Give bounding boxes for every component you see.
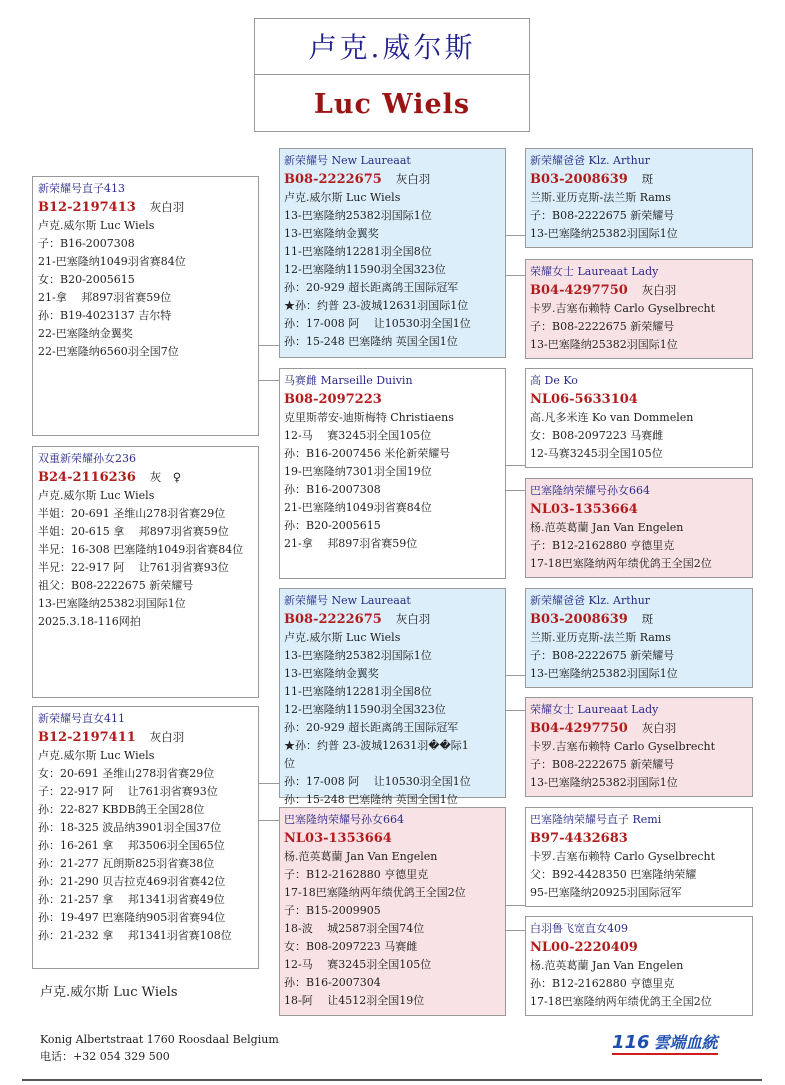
card-line: 13-巴塞隆纳25382羽国际1位 (38, 597, 186, 610)
pigeon-card-sire[interactable] (32, 176, 259, 436)
card-line: 卡罗.吉塞布赖特 Carlo Gyselbrecht (530, 302, 716, 315)
connector-line (505, 675, 526, 676)
card-line: 21-巴塞隆纳1049羽省赛84位 (38, 255, 186, 268)
card-title: 新荣耀爸爸 Klz. Arthur (530, 154, 651, 167)
card-line: 孙：19-497 巴塞隆纳905羽省赛94位 (38, 911, 226, 924)
card-line: 孙：B16-2007304 (284, 976, 381, 989)
card-title: 荣耀女士 Laureaat Lady (530, 703, 659, 716)
connector-line (505, 275, 526, 276)
pigeon-card-dam[interactable] (32, 706, 259, 969)
feather-color: 灰 ♀ (149, 470, 182, 484)
card-line: 孙：17-008 阿 让10530羽全国1位 (284, 775, 471, 788)
card-line: 13-巴塞隆纳25382羽国际1位 (530, 776, 678, 789)
card-lines (38, 487, 253, 631)
connector-line (505, 235, 526, 236)
card-title: 巴塞隆纳荣耀号孙女664 (530, 484, 650, 497)
card-line: 子：B12-2162880 亨德里克 (284, 868, 429, 881)
ring-number: B08-2222675 灰白羽 (284, 172, 431, 187)
card-lines (530, 300, 748, 354)
ring-number: B12-2197411 灰白羽 (38, 730, 185, 745)
card-line: 17-18巴塞隆纳两年绩优鸽王全国2位 (530, 995, 712, 1008)
card-lines (38, 217, 253, 361)
card-title: 高 De Ko (530, 374, 578, 387)
ring-number: NL03-1353664 (284, 831, 392, 846)
pigeon-card-ggp-3[interactable] (525, 368, 753, 468)
card-line: 子：B08-2222675 新荣耀号 (530, 649, 675, 662)
card-line: 孙：B12-2162880 亨德里克 (530, 977, 675, 990)
connector-line (258, 345, 280, 346)
card-line: 2025.3.18-116网拍 (38, 615, 141, 628)
card-title: 荣耀女士 Laureaat Lady (530, 265, 659, 278)
pigeon-card-ggp-4[interactable] (525, 478, 753, 578)
card-line: 22-巴塞隆纳金翼奖 (38, 327, 133, 340)
card-line: 95-巴塞隆纳20925羽国际冠军 (530, 886, 682, 899)
card-line: 孙：B16-2007456 米伦新荣耀号 (284, 447, 451, 460)
card-title: 双重新荣耀孙女236 (38, 452, 136, 465)
pigeon-card-grandsire-1[interactable] (279, 148, 506, 358)
card-line: 卡罗.吉塞布赖特 Carlo Gyselbrecht (530, 850, 716, 863)
card-line: 卡罗.吉塞布赖特 Carlo Gyselbrecht (530, 740, 716, 753)
card-line: 孙：21-277 瓦朗斯825羽省赛38位 (38, 857, 215, 870)
logo-text: 雲端血統 (653, 1033, 718, 1052)
feather-color: 灰白羽 (641, 721, 677, 735)
card-line: 半姐：20-691 圣维山278羽省赛29位 (38, 507, 226, 520)
ring-number: B03-2008639 斑 (530, 612, 654, 627)
card-line: 子：B08-2222675 新荣耀号 (530, 758, 675, 771)
card-line: 13-巴塞隆纳金翼奖 (284, 227, 379, 240)
logo-number: 116 (612, 1032, 650, 1053)
pigeon-card-grandsire-2[interactable] (279, 588, 506, 806)
connector-line (505, 710, 526, 711)
card-line: 孙：17-008 阿 让10530羽全国1位 (284, 317, 471, 330)
card-line: 13-巴塞隆纳25382羽国际1位 (530, 227, 678, 240)
card-line: 子：B16-2007308 (38, 237, 135, 250)
card-title: 新荣耀号 New Laureaat (284, 594, 411, 607)
ring-number: B12-2197413 灰白羽 (38, 200, 185, 215)
card-line: 12-巴塞隆纳11590羽全国323位 (284, 263, 446, 276)
card-line: 女：B08-2097223 马赛雌 (530, 429, 664, 442)
card-line: 孙：20-929 超长距离鸽王国际冠军 (284, 281, 459, 294)
card-lines (284, 848, 501, 1010)
card-line: 孙：B16-2007308 (284, 483, 381, 496)
feather-color: 斑 (641, 172, 654, 186)
card-title: 巴塞隆纳荣耀号直子 Remi (530, 813, 662, 826)
card-line: 11-巴塞隆纳12281羽全国8位 (284, 685, 432, 698)
connector-line (505, 930, 526, 931)
connector-line (258, 783, 280, 784)
card-line: 半兄：22-917 阿 让761羽省赛93位 (38, 561, 229, 574)
card-title: 新荣耀号 New Laureaat (284, 154, 411, 167)
card-line: 半姐：20-615 拿 邦897羽省赛59位 (38, 525, 229, 538)
card-line: 子：B15-2009905 (284, 904, 381, 917)
logo-underline (612, 1053, 718, 1055)
card-lines (530, 848, 748, 902)
card-line: 高.凡多米连 Ko van Dommelen (530, 411, 694, 424)
card-line: 子：B12-2162880 亨德里克 (530, 539, 675, 552)
ring-number: B04-4297750 灰白羽 (530, 283, 677, 298)
pigeon-card-ggp-8[interactable] (525, 916, 753, 1016)
card-lines (530, 957, 748, 1011)
card-line: 兰斯.亚历克斯-法兰斯 Rams (530, 191, 671, 204)
card-line: 11-巴塞隆纳12281羽全国8位 (284, 245, 432, 258)
card-line: 孙：21-232 拿 邦1341羽省赛108位 (38, 929, 232, 942)
card-lines (530, 189, 748, 243)
pigeon-card-granddam-2[interactable] (279, 807, 506, 1016)
title-english: Luc Wiels (313, 89, 471, 120)
card-line: 18-波 城2587羽全国74位 (284, 922, 425, 935)
card-line: 子：22-917 阿 让761羽省赛93位 (38, 785, 218, 798)
breeder-name: 卢克.威尔斯 Luc Wiels (40, 985, 178, 1000)
card-lines (38, 747, 253, 945)
card-line: 孙：B19-4023137 吉尔特 (38, 309, 172, 322)
card-line: 22-巴塞隆纳6560羽全国7位 (38, 345, 179, 358)
connector-line (258, 380, 280, 381)
ring-number: NL06-5633104 (530, 392, 638, 407)
card-line: 女：20-691 圣维山278羽省赛29位 (38, 767, 215, 780)
card-line: 12-巴塞隆纳11590羽全国323位 (284, 703, 446, 716)
card-line: 孙：20-929 超长距离鸽王国际冠军 (284, 721, 459, 734)
card-lines (284, 629, 501, 809)
card-title: 新荣耀爸爸 Klz. Arthur (530, 594, 651, 607)
card-line: 18-阿 让4512羽全国19位 (284, 994, 425, 1007)
card-line: 杨.范英葛蘭 Jan Van Engelen (284, 850, 438, 863)
card-line: ★孙：约普 23-波城12631羽国际1位 (284, 299, 469, 312)
card-line: 12-马 赛3245羽全国105位 (284, 958, 432, 971)
card-line: 17-18巴塞隆纳两年绩优鸽王全国2位 (530, 557, 712, 570)
address: Konig Albertstraat 1760 Roosdaal Belgium (40, 1033, 279, 1046)
ring-number: B08-2222675 灰白羽 (284, 612, 431, 627)
footer-rule (22, 1079, 762, 1081)
card-line: 21-拿 邦897羽省赛59位 (284, 537, 418, 550)
card-line: 13-巴塞隆纳金翼奖 (284, 667, 379, 680)
card-line: 杨.范英葛蘭 Jan Van Engelen (530, 959, 684, 972)
ring-number: B04-4297750 灰白羽 (530, 721, 677, 736)
card-line: 女：B08-2097223 马赛雌 (284, 940, 418, 953)
card-lines (530, 519, 748, 573)
card-line: 孙：B20-2005615 (284, 519, 381, 532)
card-lines (530, 629, 748, 683)
card-line: 祖父：B08-2222675 新荣耀号 (38, 579, 194, 592)
card-lines (530, 409, 748, 463)
card-line: 卢克.威尔斯 Luc Wiels (38, 489, 155, 502)
card-line: 12-马 赛3245羽全国105位 (284, 429, 432, 442)
card-line: 13-巴塞隆纳25382羽国际1位 (284, 649, 432, 662)
pigeon-card-granddam-1[interactable] (279, 368, 506, 579)
card-line: 子：B08-2222675 新荣耀号 (530, 320, 675, 333)
card-title: 新荣耀号直子413 (38, 182, 125, 195)
pigeon-card-ggp-6[interactable] (525, 697, 753, 797)
title-chinese: 卢克.威尔斯 (255, 19, 529, 75)
card-line: 卢克.威尔斯 Luc Wiels (38, 749, 155, 762)
ring-number: B24-2116236 灰 ♀ (38, 470, 182, 485)
card-line: 孙：21-257 拿 邦1341羽省赛49位 (38, 893, 225, 906)
title-box (254, 18, 530, 132)
card-line: 孙：22-827 KBDB鸽王全国28位 (38, 803, 205, 816)
card-title: 新荣耀号直女411 (38, 712, 125, 725)
card-title: 白羽鲁飞宽直女409 (530, 922, 628, 935)
card-line: 孙：16-261 拿 邦3506羽全国65位 (38, 839, 225, 852)
card-line: 克里斯蒂安-迪斯梅特 Christiaens (284, 411, 454, 424)
card-line: 孙：15-248 巴塞隆纳 英国全国1位 (284, 793, 458, 806)
card-line: 兰斯.亚历克斯-法兰斯 Rams (530, 631, 671, 644)
card-line: 孙：15-248 巴塞隆纳 英国全国1位 (284, 335, 458, 348)
card-line: 13-巴塞隆纳25382羽国际1位 (530, 667, 678, 680)
feather-color: 斑 (641, 612, 654, 626)
card-line: 孙：21-290 贝吉拉克469羽省赛42位 (38, 875, 226, 888)
card-line: ★孙：约普 23-波城12631羽��际1 (284, 739, 469, 752)
card-line: 父：B92-4428350 巴塞隆纳荣耀 (530, 868, 697, 881)
card-line: 位 (284, 757, 295, 770)
phone: 电话：+32 054 329 500 (40, 1050, 170, 1063)
card-line: 21-巴塞隆纳1049羽省赛84位 (284, 501, 432, 514)
pigeon-card-ggp-1[interactable] (525, 148, 753, 248)
pigeon-card-subject[interactable] (32, 446, 259, 698)
ring-number: NL03-1353664 (530, 502, 638, 517)
ring-number: B03-2008639 斑 (530, 172, 654, 187)
feather-color: 灰白羽 (149, 200, 185, 214)
connector-line (505, 465, 526, 466)
pigeon-card-ggp-2[interactable] (525, 259, 753, 359)
card-lines (284, 409, 501, 553)
card-line: 21-拿 邦897羽省赛59位 (38, 291, 172, 304)
feather-color: 灰白羽 (395, 172, 431, 186)
card-line: 女：B20-2005615 (38, 273, 135, 286)
card-line: 19-巴塞隆纳7301羽全国19位 (284, 465, 432, 478)
card-lines (284, 189, 501, 351)
connector-line (258, 820, 280, 821)
brand-logo[interactable] (612, 1030, 718, 1053)
feather-color: 灰白羽 (395, 612, 431, 626)
card-line: 卢克.威尔斯 Luc Wiels (284, 191, 401, 204)
ring-number: B08-2097223 (284, 392, 382, 407)
pigeon-card-ggp-5[interactable] (525, 588, 753, 688)
card-line: 13-巴塞隆纳25382羽国际1位 (530, 338, 678, 351)
card-line: 卢克.威尔斯 Luc Wiels (38, 219, 155, 232)
feather-color: 灰白羽 (641, 283, 677, 297)
ring-number: B97-4432683 (530, 831, 628, 846)
card-line: 13-巴塞隆纳25382羽国际1位 (284, 209, 432, 222)
card-lines (530, 738, 748, 792)
connector-line (505, 490, 526, 491)
card-title: 巴塞隆纳荣耀号孙女664 (284, 813, 404, 826)
card-line: 17-18巴塞隆纳两年绩优鸽王全国2位 (284, 886, 466, 899)
card-line: 孙：18-325 波品纳3901羽全国37位 (38, 821, 222, 834)
connector-line (505, 905, 526, 906)
card-line: 半兄：16-308 巴塞隆纳1049羽省赛84位 (38, 543, 244, 556)
card-title: 马赛雌 Marseille Duivin (284, 374, 413, 387)
card-line: 卢克.威尔斯 Luc Wiels (284, 631, 401, 644)
pigeon-card-ggp-7[interactable] (525, 807, 753, 907)
card-line: 子：B08-2222675 新荣耀号 (530, 209, 675, 222)
card-line: 12-马赛3245羽全国105位 (530, 447, 663, 460)
feather-color: 灰白羽 (149, 730, 185, 744)
ring-number: NL00-2220409 (530, 940, 638, 955)
card-line: 杨.范英葛蘭 Jan Van Engelen (530, 521, 684, 534)
